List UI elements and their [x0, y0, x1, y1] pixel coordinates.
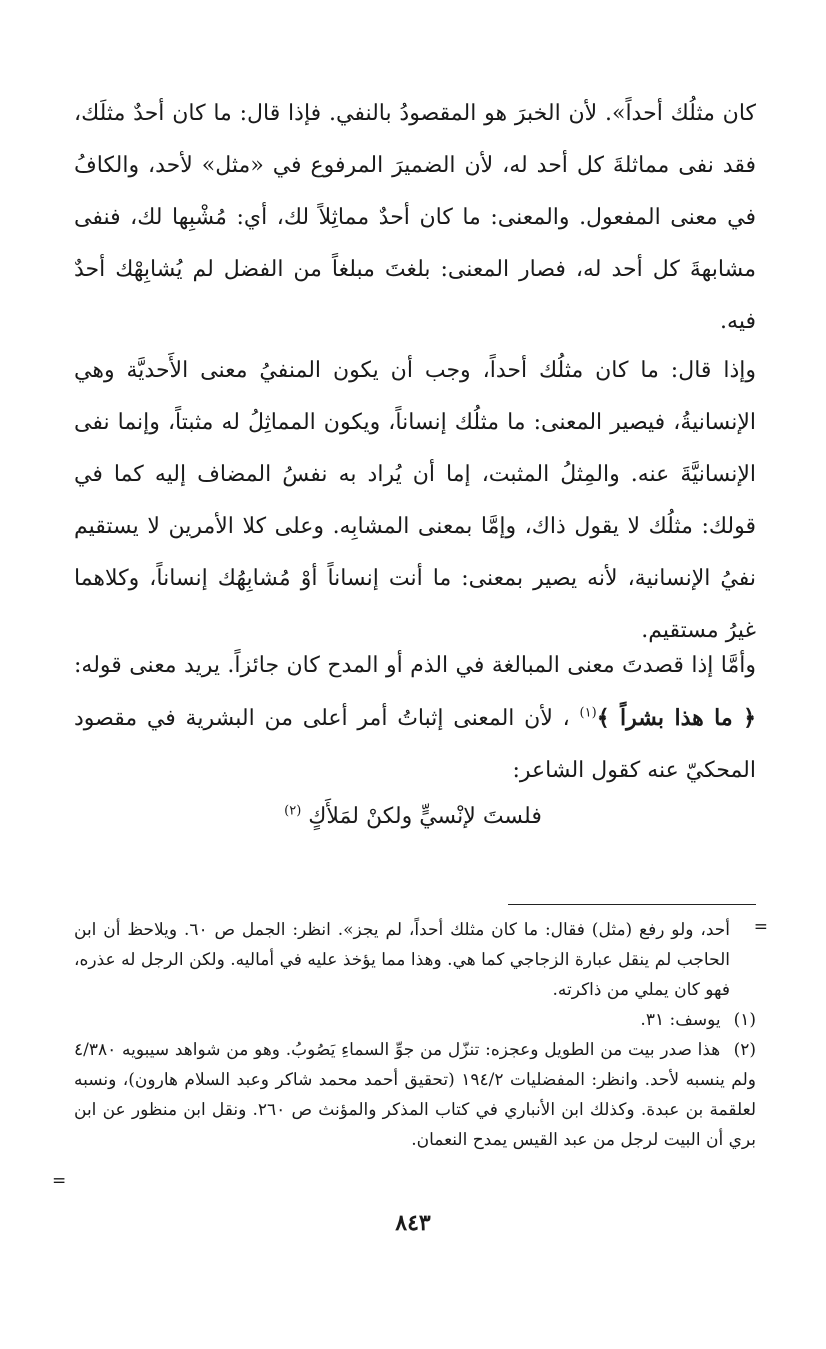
footnote-separator [508, 904, 756, 905]
main-text-block-3 [74, 640, 756, 797]
page-number: ٨٤٣ [395, 1210, 431, 1236]
paragraph-2: وإذا قال: ما كان مثلُك أحداً، وجب أن يكون المنفيُ معنى الأَحديَّة وهي الإنسانيةُ، فيصير المعنى: ما مثلُك إنساناً، ويكون المماثِلُ له مثبتاً، وإنما نفى الإنسانيَّةَ عنه. والمِثلُ المثبت، إما أن يُراد به نفسُ المضاف إليه كما في قولك: مثلُك لا يقول ذاك، وإمَّا بمعنى المشابِه. وعلى كلا الأمرين لا يستقيم نفيُ الإنسانية، لأنه يصير بمعنى: ما أنت إنساناً أوْ مُشابِهُك إنساناً، وكلاهما غيرُ مستقيم. [74, 358, 756, 643]
paragraph-3-part2: ، لأن المعنى إثباتُ أمر أعلى من البشرية في مقصود المحكيّ عنه كقول الشاعر: [74, 706, 756, 783]
footnotes-block [74, 915, 756, 1155]
footnote-ref-2: (٢) [284, 803, 302, 819]
quran-quote: ﴿ ما هذا بشراً ﴾ [596, 705, 756, 731]
main-text-block-2 [74, 345, 756, 657]
footnote-2-text: هذا صدر بيت من الطويل وعجزه: تنزّل من جوِّ السماءِ يَصُوبُ. وهو من شواهد سيبويه ٤/٣٨٠ ولم ينسبه لأحد. وانظر: المفضليات ١٩٤/٢ (تحقيق أحمد محمد شاكر وعبد السلام هارون)، ونسبه لعلقمة بن عبدة. وكذلك ابن الأنباري في كتاب المذكر والمؤنث ص ٢٦٠. ونقل ابن منظور عن ابن بري أن البيت لرجل من عبد القيس يمدح النعمان. [74, 1040, 756, 1150]
footnote-continuation: أحد، ولو رفع (مثل) فقال: ما كان مثلك أحداً، لم يجز». انظر: الجمل ص ٦٠. ويلاحظ أن ابن الحاجب لم ينقل عبارة الزجاجي كما هي. وهذا مما يؤخذ عليه في أماليه. ولكن الرجل له عذره، فهو كان يملي من ذاكرته. [74, 920, 730, 1000]
verse-text: فلستَ لإنْسيٍّ ولكنْ لمَلأَكٍ [308, 804, 542, 829]
footnote-2 [74, 1035, 756, 1155]
footnote-1 [74, 1005, 756, 1035]
footnote-1-text: يوسف: ٣١. [640, 1010, 721, 1030]
footnote-2-number: (٢) [733, 1040, 756, 1060]
paragraph-1: كان مثلُك أحداً». لأن الخبرَ هو المقصودُ بالنفي. فإذا قال: ما كان أحدٌ مثلَك، فقد نفى مماثلةَ كل أحد له، لأن الضميرَ المرفوع في «مثل» لأحد، والكافُ في معنى المفعول. والمعنى: ما كان أحدٌ مماثِلاً لك، أي: مُشْبِها لك، فنفى مشابهةَ كل أحد له، فصار المعنى: بلغتَ مبلغاً من الفضل لم يُشابِهْك أحدٌ فيه. [74, 101, 756, 334]
continuation-marker-top: = [753, 917, 768, 937]
footnote-ref-1: (١) [579, 705, 597, 721]
paragraph-3 [74, 640, 756, 797]
main-text-block-1 [74, 88, 756, 348]
paragraph-3-part1: وأمَّا إذا قصدتَ معنى المبالغة في الذم أو المدح كان جائزاً. يريد معنى قوله: [74, 653, 756, 678]
poetry-verse [0, 795, 826, 839]
footnote-1-number: (١) [733, 1010, 756, 1030]
continuation-marker-bottom: = [52, 1171, 67, 1191]
